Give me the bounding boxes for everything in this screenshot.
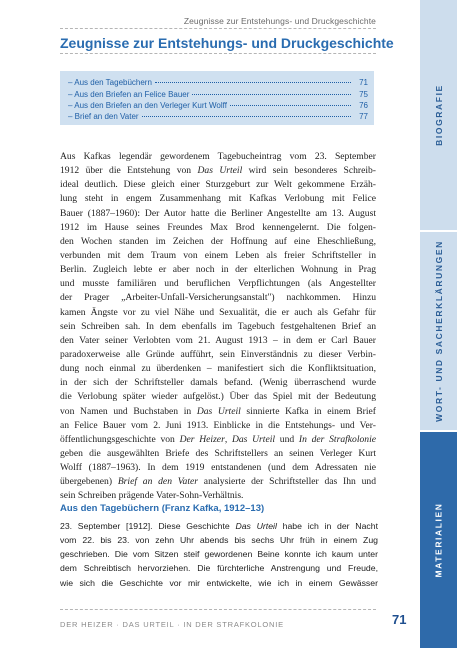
excerpt-text-line: 23. September [1912]. Diese Geschichte Das Urteil habe ich in der Nacht xyxy=(60,521,378,531)
title-rule xyxy=(60,53,376,54)
tab-wort-und-sacherklaerungen[interactable] xyxy=(420,232,457,430)
body-text-line: dung noch einmal zu überdenken – manifestiert sich die Konfliktsituation, xyxy=(60,363,376,375)
body-text-line: lung steht in engem Zusammenhang mit Kafkas Verlobung mit Felice xyxy=(60,193,376,205)
toc-box xyxy=(60,71,374,125)
tab-materialien-label: MATERIALIEN xyxy=(433,502,444,578)
running-head: Zeugnisse zur Entstehungs- und Druckgeschichte xyxy=(183,16,376,26)
toc-entry-label: – Brief an den Vater xyxy=(68,112,139,121)
body-text-line: paradoxerweise alle Gründe aufführt, sein Einverständnis zu dieser Verbin- xyxy=(60,348,376,360)
toc-entry-label: – Aus den Briefen an Felice Bauer xyxy=(68,90,190,99)
toc-entry-label: – Aus den Tagebüchern xyxy=(68,78,152,87)
body-text-line: den Wochen standen im Zeichen der Hoffnung auf eine Eheschließung, xyxy=(60,235,376,247)
toc-entry[interactable] xyxy=(68,78,368,88)
toc-leader xyxy=(192,94,351,95)
body-text-line: ideal deutlich. Diese gleich einer Sturzgeburt zur Welt gekommene Erzäh- xyxy=(60,179,376,191)
body-text-line: Berlin. Zugleich lebte er aber noch in der elterlichen Wohnung in Prag xyxy=(60,264,376,276)
body-text-line: Bauer (1887–1960): Der Autor hatte die Berliner Angestellte am 13. August xyxy=(60,207,376,219)
toc-entry-label: – Aus den Briefen an den Verleger Kurt Wolff xyxy=(68,101,227,110)
body-text-line: 1912 im Hause seines Freundes Max Brod kennengelernt. Die folgen- xyxy=(60,221,376,233)
toc-leader xyxy=(142,116,351,117)
toc-entry-page: 76 xyxy=(359,101,368,110)
introduction-paragraph xyxy=(60,150,376,504)
tab-biografie[interactable] xyxy=(420,0,457,230)
body-text-line: kamen Ängste vor zu viel Nähe und Sexualität, die er auch als Gefahr für xyxy=(60,306,376,318)
section-tabs xyxy=(420,0,457,648)
toc-entry[interactable] xyxy=(68,112,368,122)
toc-entry-page: 77 xyxy=(359,112,368,121)
page-number: 71 xyxy=(392,612,407,627)
body-text-line: in der sich der Schriftsteller damals befand. (Wenig überraschend wurde xyxy=(60,377,376,389)
body-text-line: der Prager „Arbeiter-Unfall-Versicherungsanstalt") nachkommen. Hinzu xyxy=(60,292,376,304)
body-text-line: verbunden mit dem Traum von einem Leben als freier Schriftsteller in xyxy=(60,249,376,261)
tab-wort-label: WORT- UND SACHERKLÄRUNGEN xyxy=(433,240,444,422)
body-text-line: geben die ausgewählten Briefe des Schriftstellers an seinen Verleger Kurt xyxy=(60,447,376,459)
body-text-line: Aus Kafkas legendär gewordenem Tagebucheintrag vom 23. September xyxy=(60,151,376,162)
body-text-line: übergebenen) Brief an den Vater analysierte der Schriftsteller das Ihn und xyxy=(60,476,376,488)
toc-leader xyxy=(155,82,351,83)
body-text-line: 1912 über die Entstehung von Das Urteil wird sein besonderes Schreib- xyxy=(60,165,376,177)
footer-book-title: DER HEIZER · DAS URTEIL · IN DER STRAFKOLONIE xyxy=(60,620,284,629)
diary-excerpt xyxy=(60,519,378,590)
tab-biografie-label: BIOGRAFIE xyxy=(433,84,444,146)
toc-entry-page: 71 xyxy=(359,78,368,87)
body-text-line: an Felice Bauer vom 2. Juni 1913. Einblicke in die Entstehungs- und Ver- xyxy=(60,419,376,431)
header-rule xyxy=(60,28,376,29)
body-text-line: sein Schreiben sah. In dem ebenfalls im Tagebuch festgehaltenen Brief an xyxy=(60,320,376,332)
toc-leader xyxy=(230,105,351,106)
tab-materialien[interactable] xyxy=(420,432,457,648)
chapter-title: Zeugnisse zur Entstehungs- und Druckgeschichte xyxy=(60,35,394,51)
body-text-line: den Vater seiner Verlobten vom 21. August 1913 – in dem er Carl Bauer xyxy=(60,334,376,346)
body-text-line: und musste familiären und beruflichen Verpflichtungen (als Angestellter xyxy=(60,278,376,290)
body-text-line: von Namen und Buchstaben in Das Urteil sinnierte Kafka in einem Brief xyxy=(60,405,376,417)
section-heading: Aus den Tagebüchern (Franz Kafka, 1912–13) xyxy=(60,503,265,514)
body-text-line: Wolff (1887–1963). In dem 1919 entstandenen (und dem Adressaten nie xyxy=(60,462,376,474)
toc-entry-page: 75 xyxy=(359,90,368,99)
toc-entry[interactable] xyxy=(68,90,368,100)
body-text-line: die Verlobung später wieder aufgelöst.) Über das Spiel mit der Bedeutung xyxy=(60,391,376,403)
excerpt-text-line: wie sich die Geschichte vor mir entwickelte, wie ich in einem Gewässer xyxy=(60,577,378,588)
footer-rule xyxy=(60,609,376,610)
excerpt-text-line: geschrieben. Die vom Sitzen steif gewordenen Beine konnte ich kaum unter xyxy=(60,549,378,560)
excerpt-text-line: vom 22. bis 23. von zehn Uhr abends bis sechs Uhr früh in einem Zug xyxy=(60,535,378,546)
excerpt-text-line: dem Schreibtisch hervorziehen. Die fürchterliche Anstrengung und Freude, xyxy=(60,563,378,574)
toc-entry[interactable] xyxy=(68,101,368,111)
body-text-line: sein Schreiben prägende Vater-Sohn-Verhältnis. xyxy=(60,490,244,502)
body-text-line: öffentlichungsgeschichte von Der Heizer, Das Urteil und In der Strafkolonie xyxy=(60,433,376,445)
